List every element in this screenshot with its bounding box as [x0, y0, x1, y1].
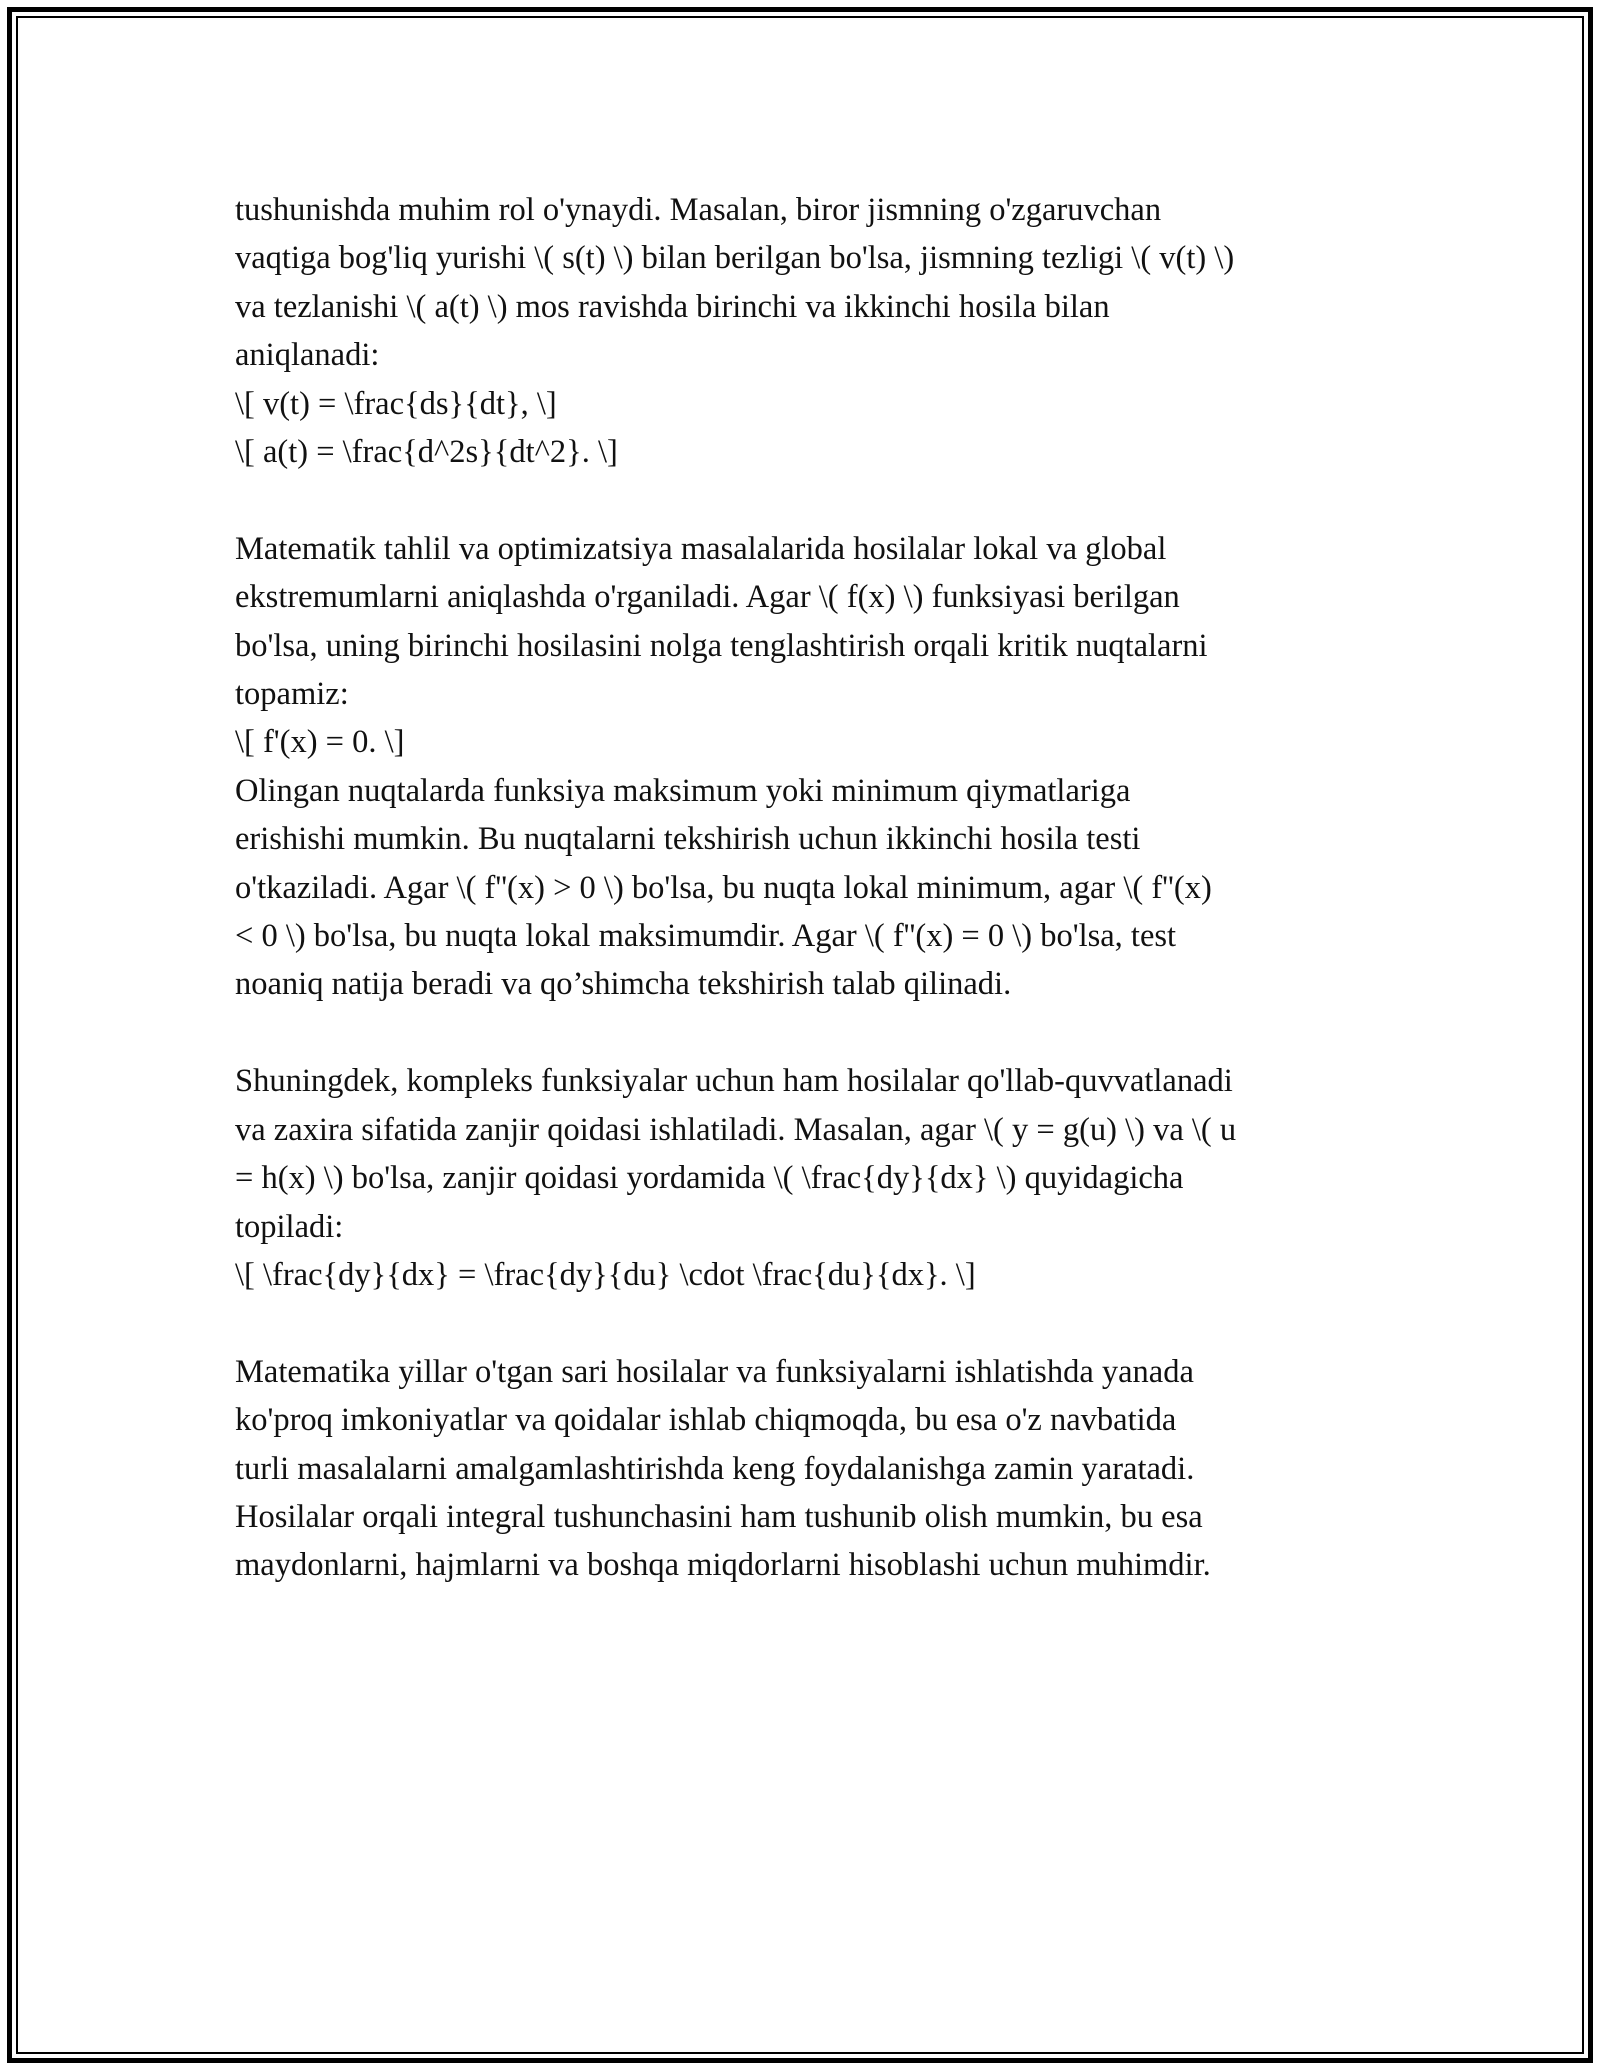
text-line: Hosilalar orqali integral tushunchasini ham tushunib olish mumkin, bu esa	[235, 1498, 1203, 1535]
text-line: = h(x) \) bo'lsa, zanjir qoidasi yordamida \( \frac{dy}{dx} \) quyidagicha	[235, 1160, 1184, 1197]
text-line: Shuningdek, kompleks funksiyalar uchun ham hosilalar qo'llab-quvvatlanadi	[235, 1063, 1233, 1100]
formula-line: \[ a(t) = \frac{d^2s}{dt^2}. \]	[235, 434, 618, 471]
paragraph-spacer	[235, 1009, 1375, 1057]
text-line: o'tkaziladi. Agar \( f''(x) > 0 \) bo'lsa, bu nuqta lokal minimum, agar \( f''(x)	[235, 869, 1212, 906]
text-line: turli masalalarni amalgamlashtirishda keng foydalanishga zamin yaratadi.	[235, 1450, 1195, 1487]
text-line: maydonlarni, hajmlarni va boshqa miqdorlarni hisoblashi uchun muhimdir.	[235, 1547, 1211, 1584]
paragraph-kinematics	[235, 186, 1375, 476]
formula-line: \[ v(t) = \frac{ds}{dt}, \]	[235, 385, 557, 422]
formula-line: \[ \frac{dy}{dx} = \frac{dy}{du} \cdot \frac{du}{dx}. \]	[235, 1256, 976, 1293]
document-body	[235, 186, 1375, 1590]
formula-line: \[ f'(x) = 0. \]	[235, 724, 405, 761]
paragraph-extremum	[235, 525, 1375, 1009]
paragraph-chain-rule	[235, 1057, 1375, 1299]
text-line: va zaxira sifatida zanjir qoidasi ishlatiladi. Masalan, agar \( y = g(u) \) va \( u	[235, 1111, 1237, 1148]
text-line: ekstremumlarni aniqlashda o'rganiladi. Agar \( f(x) \) funksiyasi berilgan	[235, 579, 1180, 616]
text-line: va tezlanishi \( a(t) \) mos ravishda birinchi va ikkinchi hosila bilan	[235, 288, 1110, 325]
text-line: noaniq natija beradi va qo’shimcha tekshirish talab qilinadi.	[235, 966, 1012, 1003]
text-line: Matematik tahlil va optimizatsiya masalalarida hosilalar lokal va global	[235, 530, 1167, 567]
text-line: tushunishda muhim rol o'ynaydi. Masalan, biror jismning o'zgaruvchan	[235, 192, 1162, 228]
paragraph-spacer	[235, 476, 1375, 524]
text-line: < 0 \) bo'lsa, bu nuqta lokal maksimumdir. Agar \( f''(x) = 0 \) bo'lsa, test	[235, 918, 1177, 955]
text-line: ko'proq imkoniyatlar va qoidalar ishlab chiqmoqda, bu esa o'z navbatida	[235, 1402, 1177, 1439]
text-line: bo'lsa, uning birinchi hosilasini nolga tenglashtirish orqali kritik nuqtalarni	[235, 627, 1208, 664]
paragraph-conclusion	[235, 1348, 1375, 1590]
text-line: topiladi:	[235, 1208, 344, 1245]
text-line: topamiz:	[235, 676, 349, 713]
text-line: erishishi mumkin. Bu nuqtalarni tekshirish uchun ikkinchi hosila testi	[235, 821, 1141, 858]
text-line: Matematika yillar o'tgan sari hosilalar va funksiyalarni ishlatishda yanada	[235, 1353, 1194, 1390]
paragraph-spacer	[235, 1299, 1375, 1347]
text-line: Olingan nuqtalarda funksiya maksimum yoki minimum qiymatlariga	[235, 772, 1131, 809]
text-line: vaqtiga bog'liq yurishi \( s(t) \) bilan berilgan bo'lsa, jismning tezligi \( v(t) \)	[235, 240, 1235, 277]
text-line: aniqlanadi:	[235, 337, 380, 374]
